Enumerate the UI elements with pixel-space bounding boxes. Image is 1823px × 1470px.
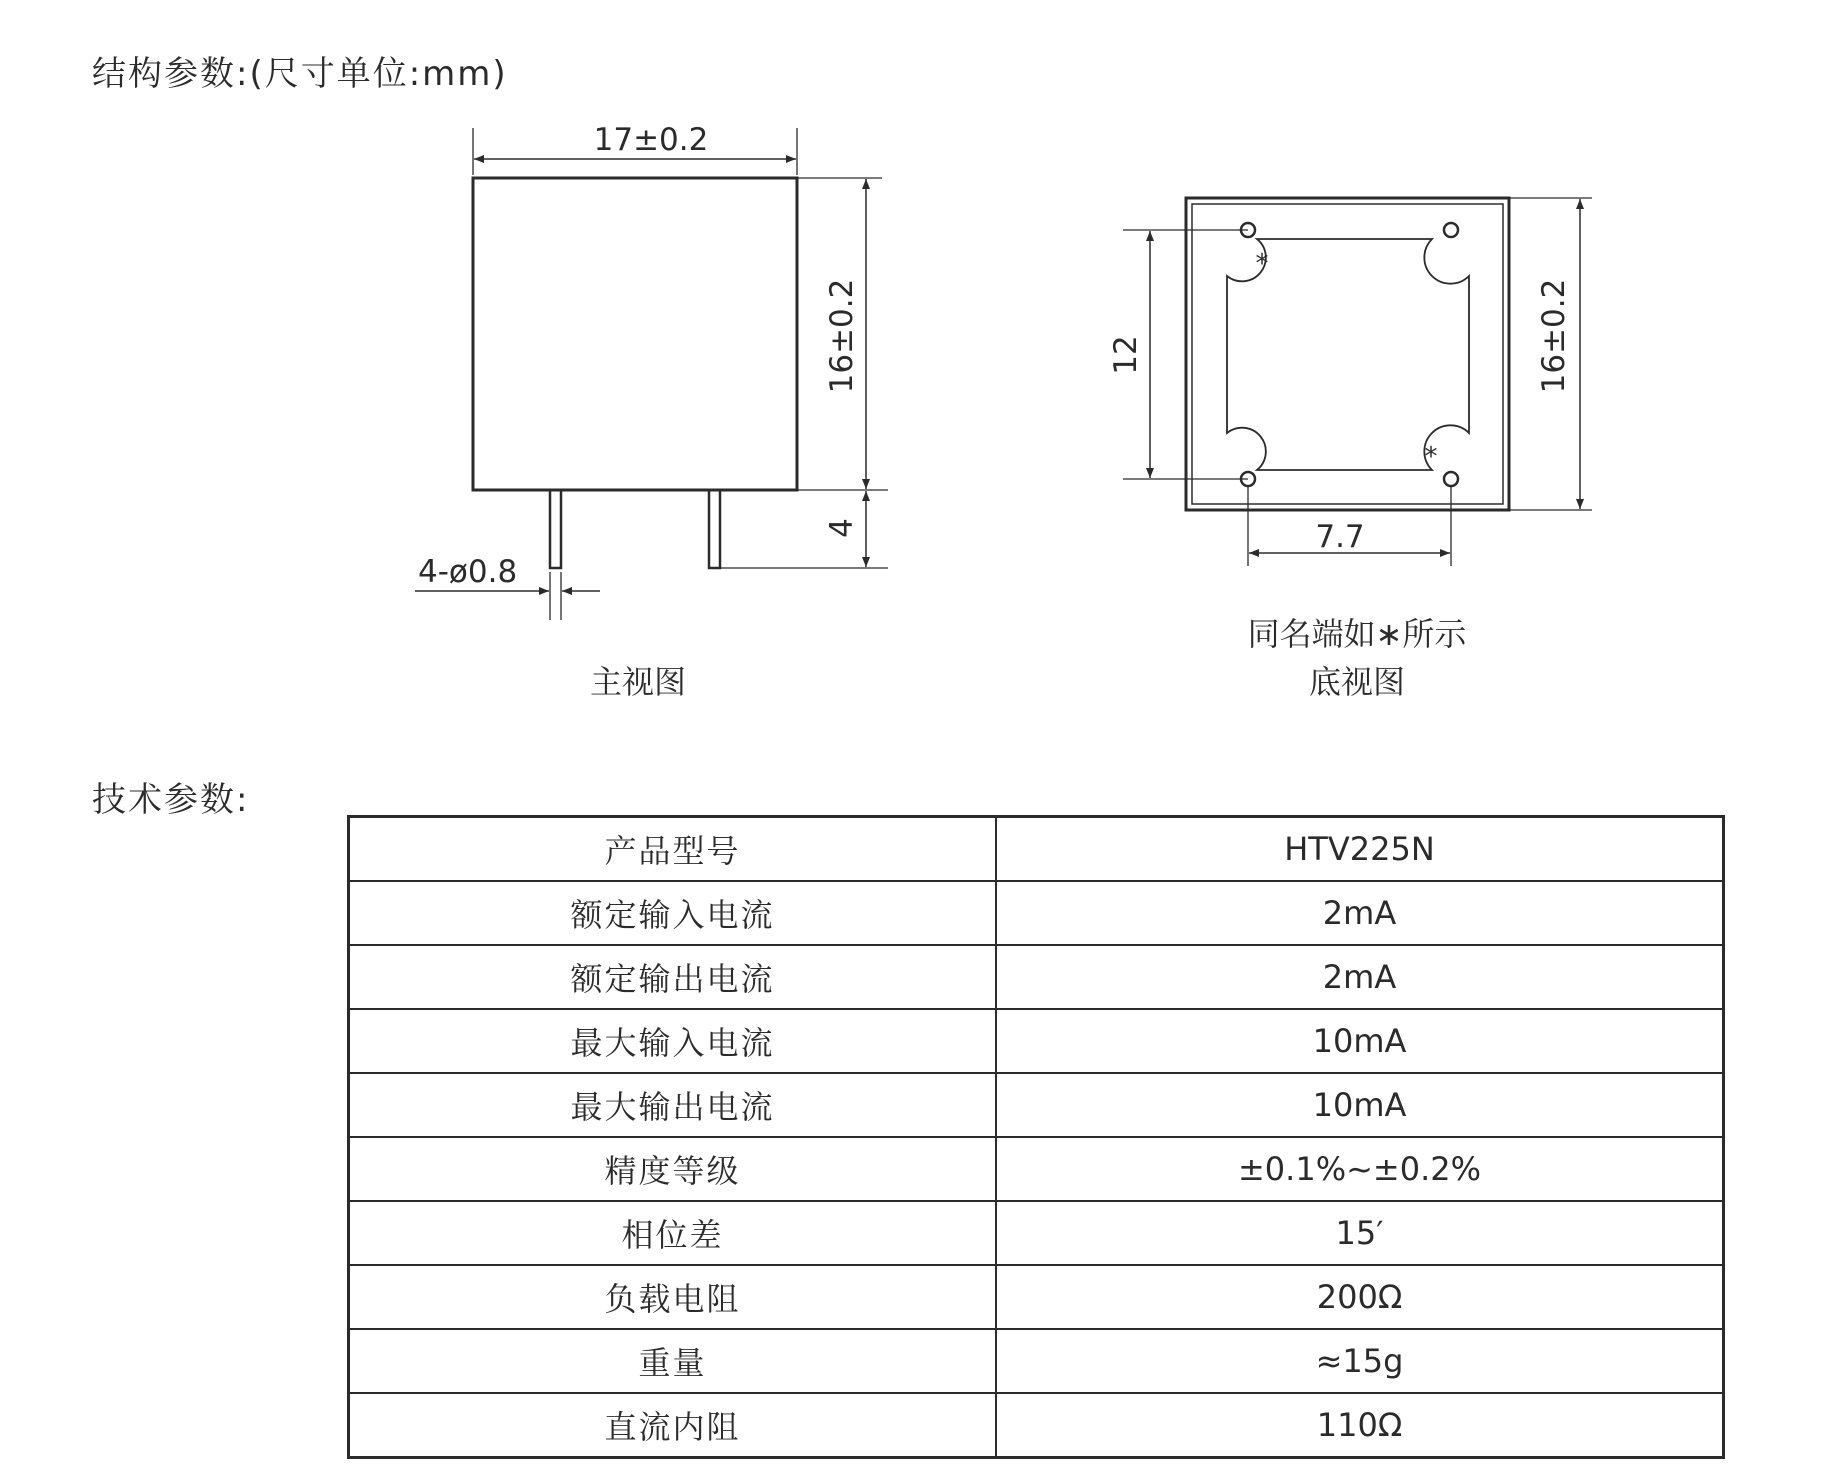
front-view-caption: 主视图: [589, 663, 687, 701]
bottom-outer-frame: [1186, 198, 1509, 510]
spec-value: HTV225N: [996, 817, 1724, 882]
spec-label: 最大输出电流: [349, 1073, 997, 1137]
spec-value: 10mA: [996, 1009, 1724, 1073]
spec-label: 最大输入电流: [349, 1009, 997, 1073]
polarity-mark-bottom: *: [1424, 442, 1438, 472]
spec-value: 15′: [996, 1201, 1724, 1265]
spec-label: 重量: [349, 1329, 997, 1393]
bottom-pin-spacing-x-label: 7.7: [1315, 519, 1365, 555]
bottom-view-caption: 底视图: [1308, 663, 1406, 701]
spec-label: 额定输出电流: [349, 945, 997, 1009]
table-row: [349, 1137, 1724, 1201]
spec-value: ≈15g: [996, 1329, 1724, 1393]
spec-label: 精度等级: [349, 1137, 997, 1201]
spec-value: 2mA: [996, 945, 1724, 1009]
spec-label: 额定输入电流: [349, 881, 997, 945]
front-body: [473, 178, 797, 490]
table-row: [349, 1201, 1724, 1265]
front-pin-diameter-label: 4-ø0.8: [418, 554, 518, 590]
table-row: [349, 817, 1724, 882]
technical-heading: 技术参数:: [92, 780, 250, 820]
spec-value: 10mA: [996, 1073, 1724, 1137]
front-view: [415, 128, 888, 620]
table-row: [349, 1393, 1724, 1458]
table-row: [349, 1009, 1724, 1073]
structure-heading: 结构参数:(尺寸单位:mm): [92, 54, 508, 94]
spec-value: ±0.1%~±0.2%: [996, 1137, 1724, 1201]
bottom-pin-spacing-y-label: 12: [1108, 335, 1144, 375]
bottom-view-note: 同名端如∗所示: [1247, 615, 1467, 653]
front-height-label: 16±0.2: [824, 278, 860, 394]
table-row: [349, 881, 1724, 945]
spec-label: 相位差: [349, 1201, 997, 1265]
front-width-label: 17±0.2: [593, 122, 709, 158]
bottom-inner-frame: [1192, 204, 1503, 504]
spec-value: 110Ω: [996, 1393, 1724, 1458]
bottom-view: [1123, 198, 1592, 566]
spec-label: 负载电阻: [349, 1265, 997, 1329]
spec-label: 产品型号: [349, 817, 997, 882]
spec-label: 直流内阻: [349, 1393, 997, 1458]
table-row: [349, 1073, 1724, 1137]
spec-value: 2mA: [996, 881, 1724, 945]
table-row: [349, 945, 1724, 1009]
spec-table: [347, 815, 1725, 1459]
table-row: [349, 1265, 1724, 1329]
front-pin-length-label: 4: [824, 518, 860, 538]
table-row: [349, 1329, 1724, 1393]
front-pin-right: [709, 490, 720, 568]
bottom-height-label: 16±0.2: [1536, 278, 1572, 394]
polarity-mark-top: *: [1255, 249, 1269, 279]
pin-hole-top-right: [1444, 223, 1458, 237]
spec-value: 200Ω: [996, 1265, 1724, 1329]
pin-hole-bottom-right: [1444, 472, 1458, 486]
front-pin-left: [550, 490, 561, 568]
